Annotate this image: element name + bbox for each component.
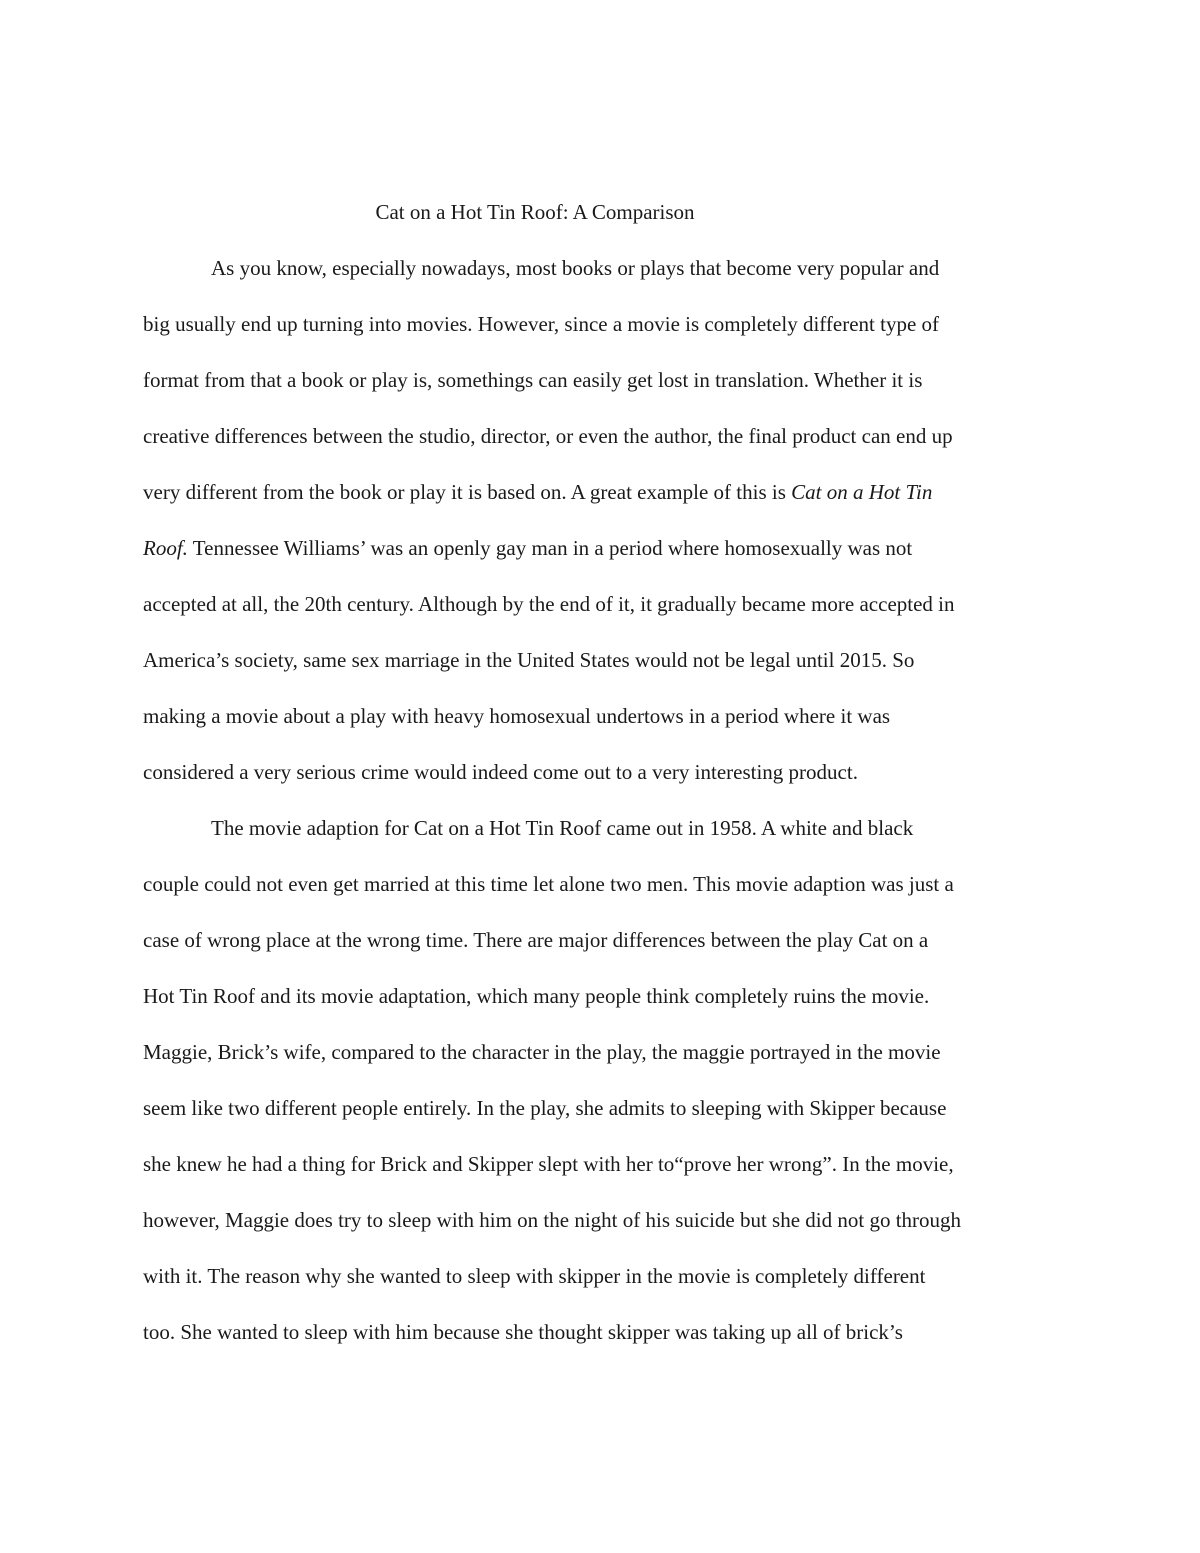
line-text: The movie adaption for Cat on a Hot Tin Roof came out in 1958. A white and black — [211, 816, 914, 840]
line-text: creative differences between the studio, director, or even the author, the final product can end up — [143, 424, 953, 448]
paragraph-line — [143, 421, 953, 451]
paragraph-line — [143, 1261, 925, 1291]
paragraph-line — [143, 365, 922, 395]
paragraph-line — [143, 645, 914, 675]
line-text: Hot Tin Roof and its movie adaptation, which many people think completely ruins the movie. — [143, 984, 930, 1008]
paragraph-line — [143, 701, 890, 731]
document-title: Cat on a Hot Tin Roof: A Comparison — [375, 200, 695, 224]
line-text: Maggie, Brick’s wife, compared to the character in the play, the maggie portrayed in the movie — [143, 1040, 941, 1064]
line-text: considered a very serious crime would indeed come out to a very interesting product. — [143, 760, 858, 784]
paragraph-line — [143, 1205, 961, 1235]
line-text: big usually end up turning into movies. However, since a movie is completely different type of — [143, 312, 940, 336]
line-text: seem like two different people entirely. In the play, she admits to sleeping with Skipper because — [143, 1096, 947, 1120]
line-text: Tennessee Williams’ was an openly gay man in a period where homosexually was not — [187, 536, 913, 560]
paragraph-line — [143, 869, 954, 899]
paragraph-line — [143, 1149, 954, 1179]
italic-play-title: Cat on a Hot Tin — [791, 480, 933, 504]
paragraph-line — [143, 925, 928, 955]
line-text: very different from the book or play it is based on. A great example of this is — [143, 480, 792, 504]
line-text: too. She wanted to sleep with him because she thought skipper was taking up all of brick’s — [143, 1320, 903, 1344]
paragraph-line — [143, 981, 929, 1011]
line-text: she knew he had a thing for Brick and Skipper slept with her to“prove her wrong”. In the movie, — [143, 1152, 954, 1176]
line-text: couple could not even get married at this time let alone two men. This movie adaption was just a — [143, 872, 954, 896]
paragraph-line — [143, 309, 939, 339]
paragraph-line — [143, 477, 932, 507]
paragraph-line — [143, 757, 858, 787]
line-text: however, Maggie does try to sleep with him on the night of his suicide but she did not go through — [143, 1208, 962, 1232]
paragraph-line — [143, 1317, 903, 1347]
line-text: with it. The reason why she wanted to sleep with skipper in the movie is completely different — [143, 1264, 926, 1288]
line-text: format from that a book or play is, somethings can easily get lost in translation. Whether it is — [143, 368, 923, 392]
line-text: America’s society, same sex marriage in the United States would not be legal until 2015. So — [143, 648, 915, 672]
italic-play-title: Roof. — [143, 536, 188, 560]
paragraph-line — [211, 253, 939, 283]
line-text: case of wrong place at the wrong time. There are major differences between the play Cat on a — [143, 928, 929, 952]
paragraph-line — [143, 589, 955, 619]
line-text: accepted at all, the 20th century. Although by the end of it, it gradually became more accepted in — [143, 592, 955, 616]
paragraph-line — [143, 1037, 941, 1067]
paragraph-line — [143, 1093, 946, 1123]
line-text: making a movie about a play with heavy homosexual undertows in a period where it was — [143, 704, 891, 728]
paragraph-line — [211, 813, 913, 843]
paragraph-line — [143, 533, 912, 563]
line-text: As you know, especially nowadays, most books or plays that become very popular and — [211, 256, 940, 280]
